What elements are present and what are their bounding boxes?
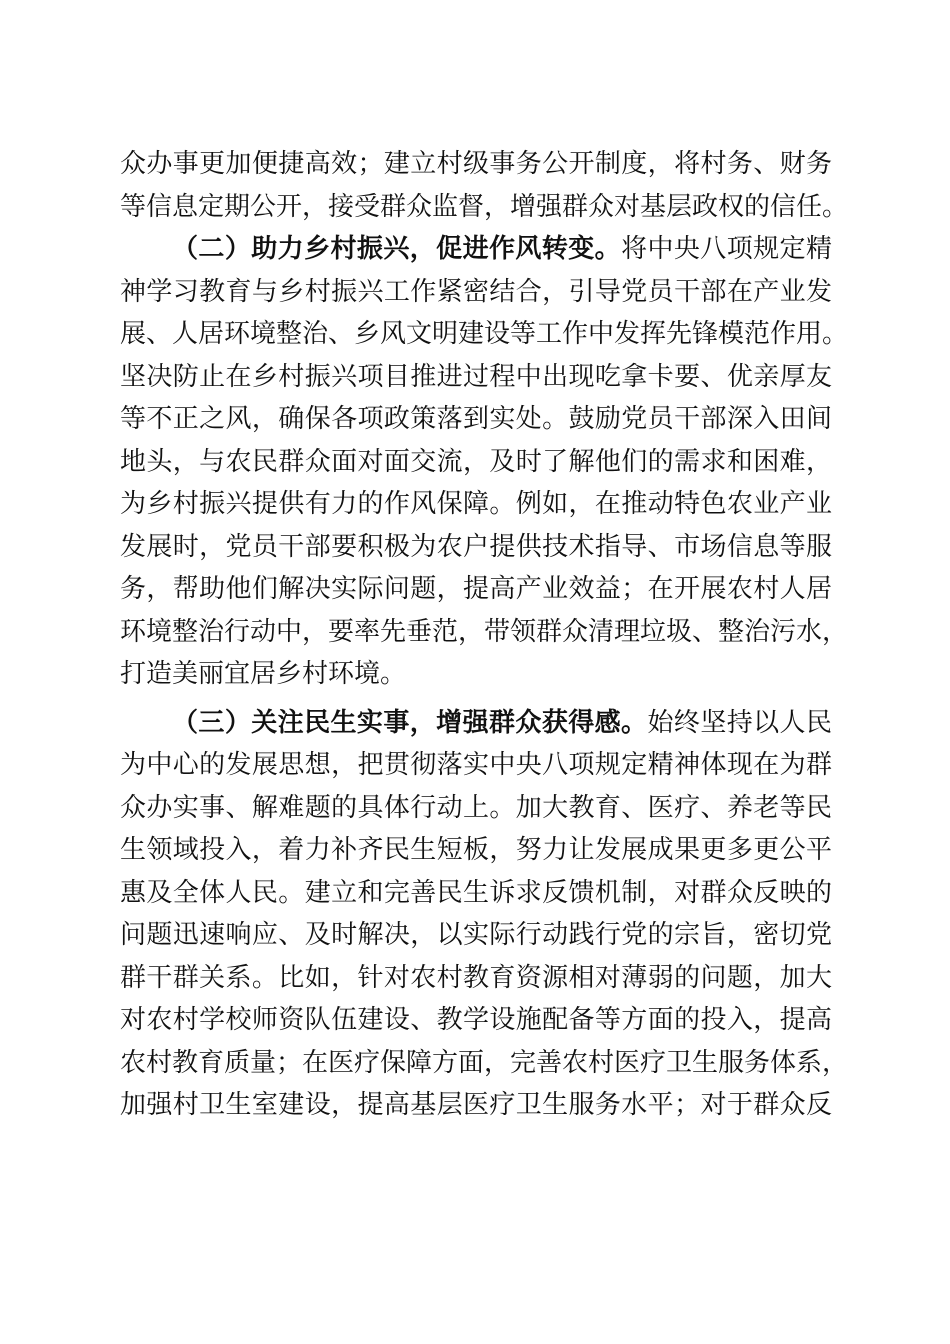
paragraph-2-line-5: 等不正之风，确保各项政策落到实处。鼓励党员干部深入田间 bbox=[120, 404, 832, 434]
paragraph-3-line-6: 问题迅速响应、及时解决，以实际行动践行党的宗旨，密切党 bbox=[120, 920, 832, 950]
paragraph-2-line-1 bbox=[120, 228, 832, 271]
paragraph-2-line-9: 务，帮助他们解决实际问题，提高产业效益；在开展农村人居 bbox=[120, 574, 832, 604]
paragraph-3-line-10: 加强村卫生室建设，提高基层医疗卫生服务水平；对于群众反 bbox=[120, 1090, 832, 1120]
paragraph-1-line-1: 众办事更加便捷高效；建立村级事务公开制度，将村务、财务 bbox=[120, 149, 832, 179]
paragraph-3-line-5: 惠及全体人民。建立和完善民生诉求反馈机制，对群众反映的 bbox=[120, 877, 832, 908]
paragraph-2-line-3: 展、人居环境整治、乡风文明建设等工作中发挥先锋模范作用。 bbox=[120, 319, 849, 349]
paragraph-2-line-4: 坚决防止在乡村振兴项目推进过程中出现吃拿卡要、优亲厚友 bbox=[120, 361, 832, 392]
paragraph-3-line-4: 生领域投入，着力补齐民生短板，努力让发展成果更多更公平 bbox=[120, 835, 832, 865]
paragraph-2-line-2: 神学习教育与乡村振兴工作紧密结合，引导党员干部在产业发 bbox=[120, 276, 832, 307]
paragraph-3-line-7: 群干群关系。比如，针对农村教育资源相对薄弱的问题，加大 bbox=[120, 962, 832, 993]
paragraph-2-line-8: 发展时，党员干部要积极为农户提供技术指导、市场信息等服 bbox=[120, 531, 832, 562]
paragraph-2-line-10: 环境整治行动中，要率先垂范，带领群众清理垃圾、整治污水， bbox=[120, 616, 849, 647]
paragraph-2-heading: （二）助力乡村振兴，促进作风转变。 bbox=[172, 234, 622, 264]
paragraph-3-line-3: 众办实事、解难题的具体行动上。加大教育、医疗、养老等民 bbox=[120, 792, 832, 823]
paragraph-2-line-7: 为乡村振兴提供有力的作风保障。例如，在推动特色农业产业 bbox=[120, 489, 832, 519]
paragraph-3-line-2: 为中心的发展思想，把贯彻落实中央八项规定精神体现在为群 bbox=[120, 750, 832, 780]
paragraph-2-line-11: 打造美丽宜居乡村环境。 bbox=[120, 659, 407, 689]
paragraph-1-line-2: 等信息定期公开，接受群众监督，增强群众对基层政权的信任。 bbox=[120, 191, 849, 222]
paragraph-3-line-1-text: 始终坚持以人民 bbox=[647, 707, 832, 738]
paragraph-3-line-8: 对农村学校师资队伍建设、教学设施配备等方面的投入，提高 bbox=[120, 1005, 832, 1035]
paragraph-3-line-9: 农村教育质量；在医疗保障方面，完善农村医疗卫生服务体系， bbox=[120, 1047, 849, 1078]
paragraph-3-line-1 bbox=[120, 702, 832, 745]
paragraph-2-line-6: 地头，与农民群众面对面交流，及时了解他们的需求和困难， bbox=[120, 446, 832, 477]
paragraph-3-heading: （三）关注民生实事，增强群众获得感。 bbox=[172, 707, 648, 738]
paragraph-2-line-1-text: 将中央八项规定精 bbox=[621, 234, 832, 264]
body-text bbox=[120, 143, 849, 1127]
